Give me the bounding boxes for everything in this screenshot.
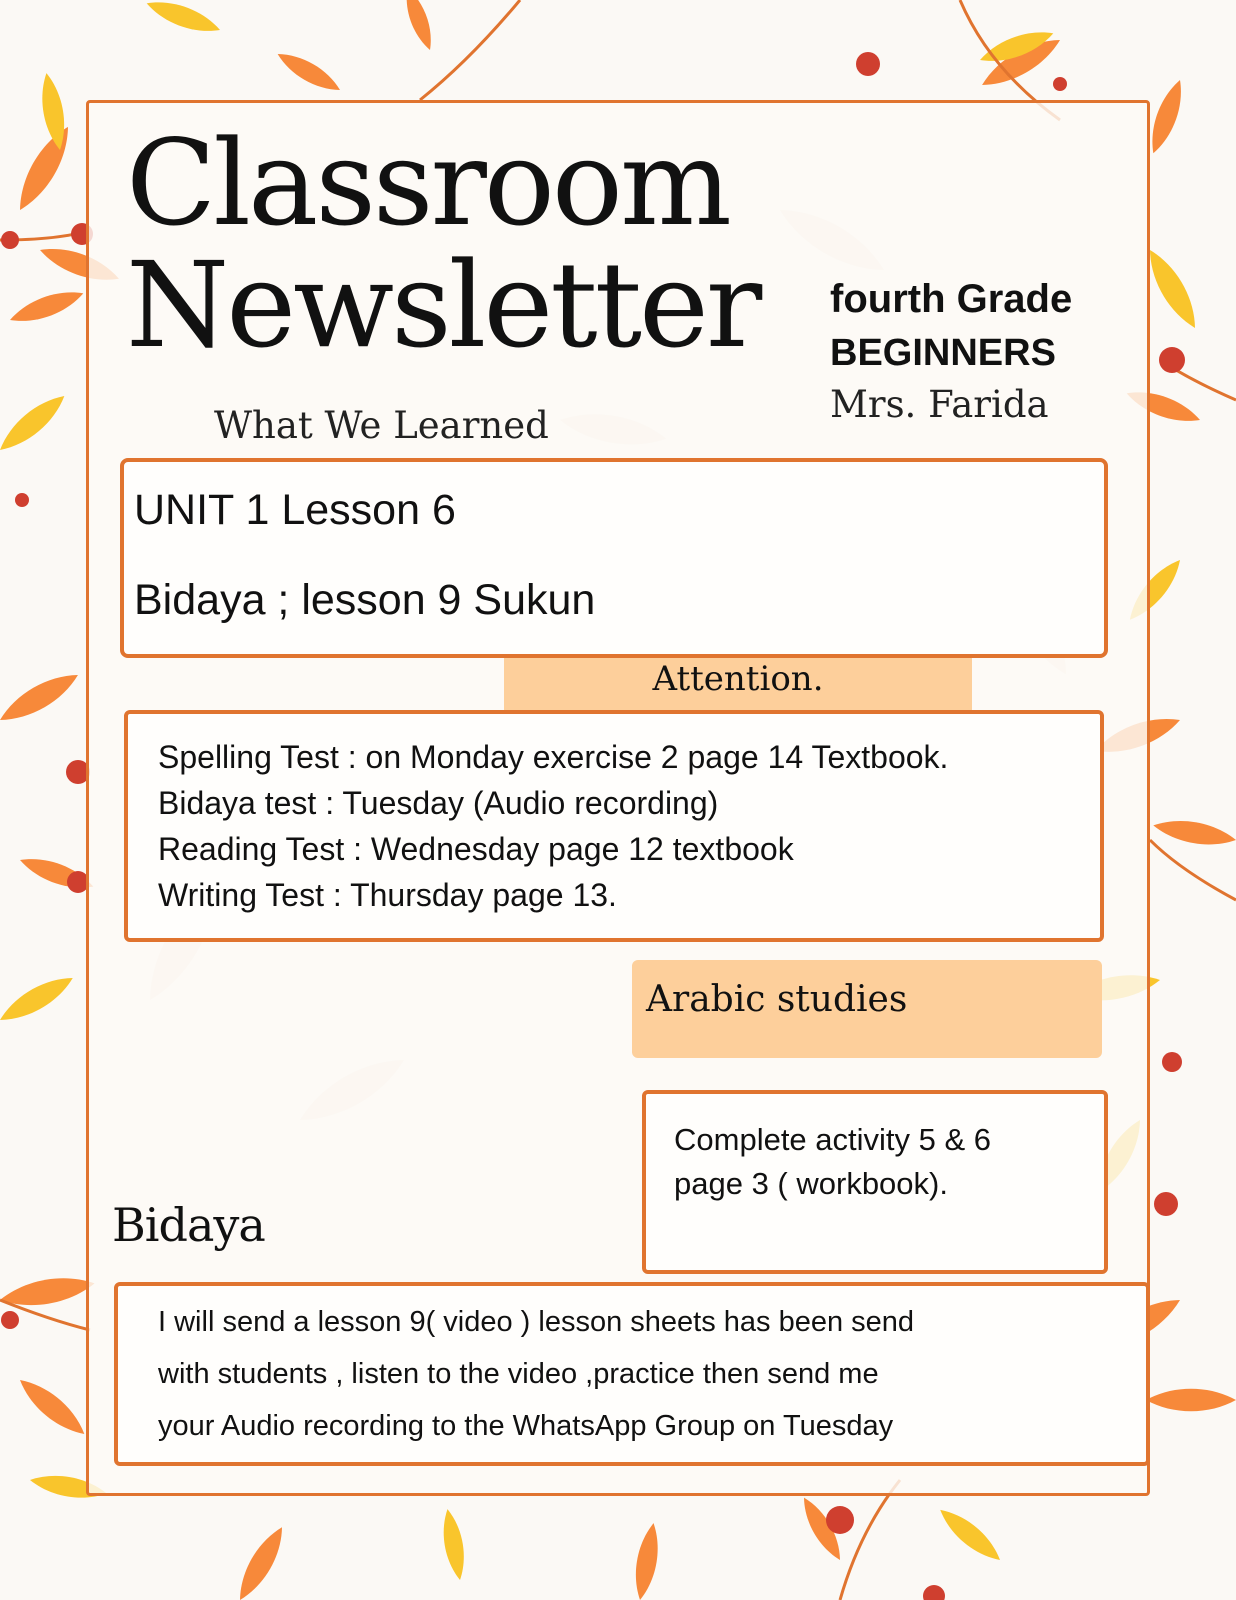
bidaya-box [114,1282,1150,1466]
teacher-name: Mrs. Farida [830,383,1049,426]
bidaya-line: your Audio recording to the WhatsApp Group on Tuesday [158,1410,894,1442]
arabic-studies-box [642,1090,1108,1274]
title-line-2: Newsletter [126,236,760,374]
attention-heading: Attention. [504,658,972,710]
level-label: BEGINNERS [830,332,1056,374]
attention-item: Reading Test : Wednesday page 12 textbook [158,831,794,867]
grade-label: fourth Grade [830,277,1073,321]
what-we-learned-heading: What We Learned [214,404,549,447]
learned-line: UNIT 1 Lesson 6 [134,486,456,534]
what-we-learned-box [120,458,1108,658]
arabic-studies-line: Complete activity 5 & 6 [674,1122,992,1157]
attention-box [124,710,1104,942]
title-line-1: Classroom [126,114,729,252]
arabic-studies-heading: Arabic studies [632,960,1102,1058]
attention-item: Spelling Test : on Monday exercise 2 page 14 Textbook. [158,739,949,775]
bidaya-line: with students , listen to the video ,practice then send me [158,1358,879,1390]
arabic-studies-line: page 3 ( workbook). [674,1166,948,1201]
bidaya-heading: Bidaya [112,1198,265,1252]
learned-line: Bidaya ; lesson 9 Sukun [134,576,596,624]
attention-item: Bidaya test : Tuesday (Audio recording) [158,785,719,821]
newsletter-title [126,114,760,374]
attention-item: Writing Test : Thursday page 13. [158,877,617,913]
bidaya-line: I will send a lesson 9( video ) lesson sheets has been send [158,1306,915,1338]
